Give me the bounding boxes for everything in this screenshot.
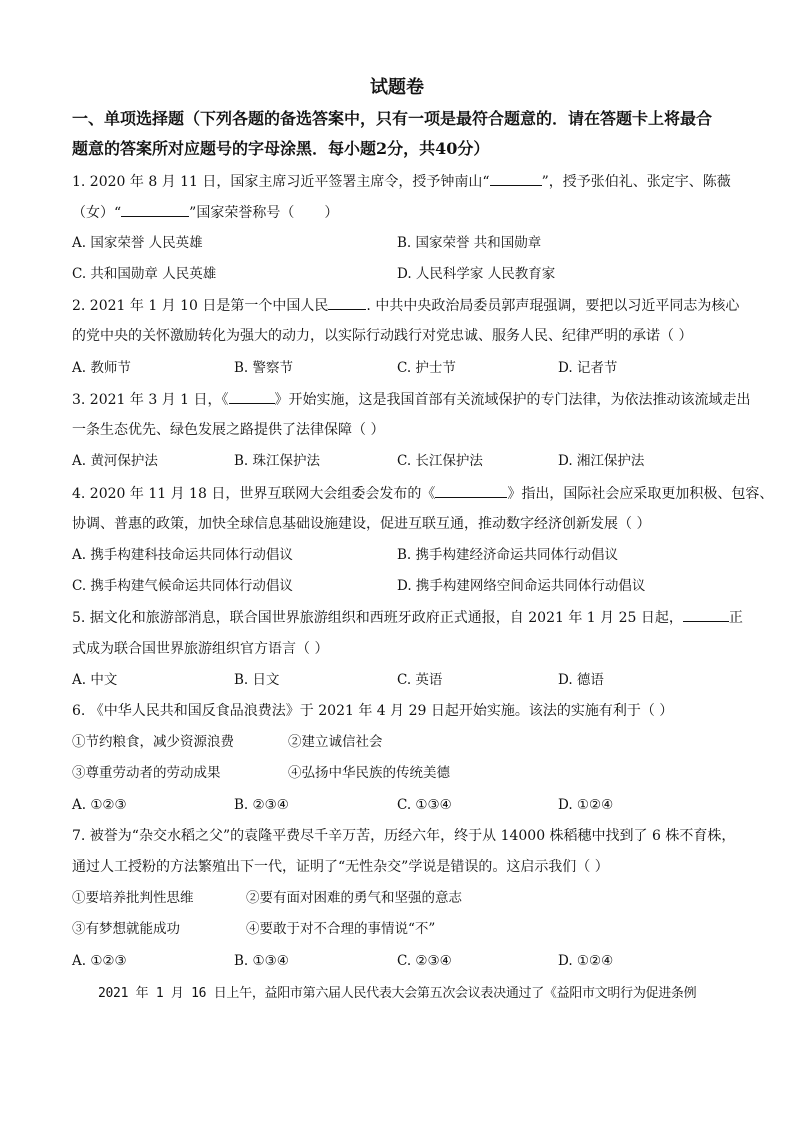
q3-option-a: A. 黄河保护法	[72, 453, 158, 469]
q1-option-a: A. 国家荣誉 人民英雄	[72, 235, 203, 251]
section-heading-line1: 一、单项选择题（下列各题的备选答案中，只有一项是最符合题意的．请在答题卡上将最合	[72, 109, 713, 128]
q5-stem-line1: 5. 据文化和旅游部消息，联合国世界旅游组织和西班牙政府正式通报，自 2021 年 1 月 25 日起， 正	[72, 607, 743, 628]
q1-option-c: C. 共和国勋章 人民英雄	[72, 266, 217, 282]
q6-statement-2: ②建立诚信社会	[288, 734, 383, 750]
q5-option-d: D. 德语	[558, 672, 604, 688]
q5-option-c: C. 英语	[397, 672, 443, 688]
q4-option-a: A. 携手构建科技命运共同体行动倡议	[72, 547, 293, 563]
q7-option-b: B. ①③④	[234, 953, 289, 969]
q7-statement-2: ②要有面对困难的勇气和坚强的意志	[246, 890, 462, 906]
q6-statement-4: ④弘扬中华民族的传统美德	[288, 765, 450, 781]
q3-option-d: D. 湘江保护法	[558, 453, 645, 469]
q4-option-b: B. 携手构建经济命运共同体行动倡议	[397, 547, 619, 563]
q7-stem-line2: 通过人工授粉的方法繁殖出下一代，证明了“无性杂交”学说是错误的。这启示我们（ ）	[72, 859, 609, 875]
q7-option-d: D. ①②④	[558, 953, 614, 969]
q4-stem-line2: 协调、普惠的政策，加快全球信息基础设施建设，促进互联互通，推动数字经济创新发展（ ）	[72, 516, 651, 532]
q6-statement-3: ③尊重劳动者的劳动成果	[72, 765, 221, 781]
q7-option-a: A. ①②③	[72, 953, 127, 969]
section-heading	[72, 104, 722, 164]
page-title: 试题卷	[370, 77, 424, 98]
q7-statement-1: ①要培养批判性思维	[72, 890, 194, 906]
q7-option-c: C. ②③④	[397, 953, 452, 969]
q7-statement-3: ③有梦想就能成功	[72, 921, 180, 937]
q2-option-b: B. 警察节	[234, 360, 294, 376]
answer-blank	[683, 607, 729, 622]
q3-stem-line1: 3. 2021 年 3 月 1 日，《 》开始实施，这是我国首部有关流域保护的专门法律，为依法推动该流域走出	[72, 389, 751, 410]
q1-option-b: B. 国家荣誉 共和国勋章	[397, 235, 542, 251]
q5-option-a: A. 中文	[72, 672, 118, 688]
answer-blank	[435, 483, 507, 498]
q1-option-d: D. 人民科学家 人民教育家	[397, 266, 556, 282]
section-heading-line2: 题意的答案所对应题号的字母涂黑．每小题2分，共40分）	[72, 139, 490, 158]
q7-statement-4: ④要敢于对不合理的事情说“不”	[246, 921, 436, 937]
q1-stem-line2: （女）“ ”国家荣誉称号（ ）	[72, 202, 338, 223]
q3-option-c: C. 长江保护法	[397, 453, 483, 469]
q5-stem-line2: 式成为联合国世界旅游组织官方语言（ ）	[72, 641, 329, 657]
q2-option-a: A. 教师节	[72, 360, 131, 376]
q2-stem-line1: 2. 2021 年 1 月 10 日是第一个中国人民 . 中共中央政治局委员郭声琨强调，要把以习近平同志为核心	[72, 295, 739, 316]
q4-option-c: C. 携手构建气候命运共同体行动倡议	[72, 578, 293, 594]
q4-option-d: D. 携手构建网络空间命运共同体行动倡议	[397, 578, 646, 594]
q6-statement-1: ①节约粮食，减少资源浪费	[72, 734, 234, 750]
q2-option-c: C. 护士节	[397, 360, 456, 376]
q6-stem-line1: 6. 《中华人民共和国反食品浪费法》于 2021 年 4 月 29 日起开始实施。该法的实施有利于（ ）	[72, 703, 674, 719]
answer-blank	[121, 202, 189, 217]
next-passage-line: 2021 年 1 月 16 日上午，益阳市第六届人民代表大会第五次会议表决通过了《益阳市文明行为促进条例	[98, 986, 697, 1001]
q6-option-b: B. ②③④	[234, 797, 289, 813]
q6-option-c: C. ①③④	[397, 797, 452, 813]
q1-stem-line1: 1. 2020 年 8 月 11 日，国家主席习近平签署主席令，授予钟南山“ ”，授予张伯礼、张定宇、陈薇	[72, 171, 731, 192]
q4-stem-line1: 4. 2020 年 11 月 18 日，世界互联网大会组委会发布的《 》指出，国际社会应采取更加积极、包容、	[72, 483, 773, 504]
q3-option-b: B. 珠江保护法	[234, 453, 321, 469]
answer-blank	[328, 295, 366, 310]
answer-blank	[490, 171, 542, 186]
q3-stem-line2: 一条生态优先、绿色发展之路提供了法律保障（ ）	[72, 422, 385, 438]
q2-option-d: D. 记者节	[558, 360, 618, 376]
q5-option-b: B. 日文	[234, 672, 280, 688]
q2-stem-line2: 的党中央的关怀激励转化为强大的动力，以实际行动践行对党忠诚、服务人民、纪律严明的承诺（ ）	[72, 328, 693, 344]
answer-blank	[229, 389, 275, 404]
q6-option-a: A. ①②③	[72, 797, 127, 813]
q7-stem-line1: 7. 被誉为“杂交水稻之父”的袁隆平费尽千辛万苦，历经六年，终于从 14000 株稻穗中找到了 6 株不育株，	[72, 828, 736, 844]
q6-option-d: D. ①②④	[558, 797, 614, 813]
